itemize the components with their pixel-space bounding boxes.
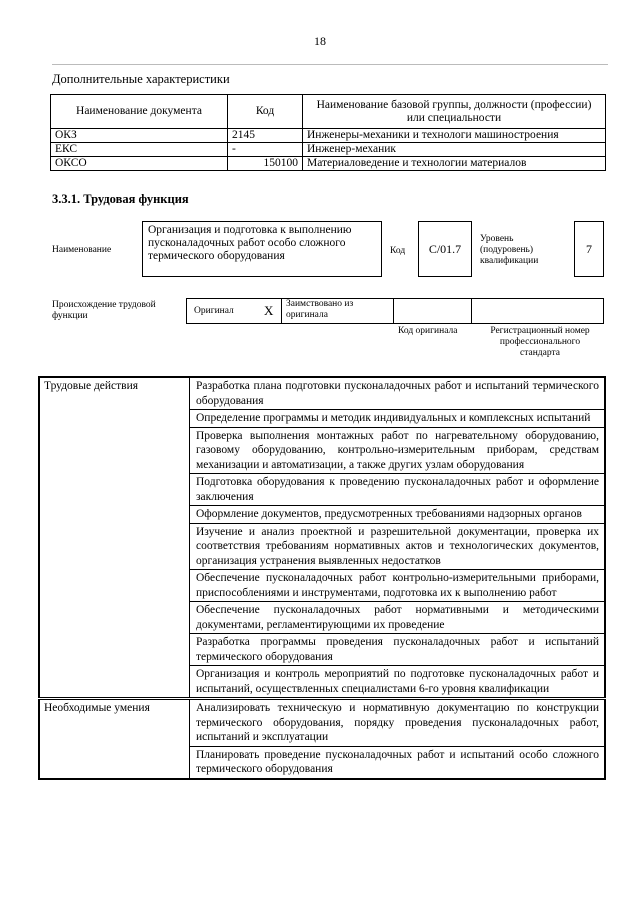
col-code: Код bbox=[228, 95, 303, 129]
action-item: Проверка выполнения монтажных работ по нагревательному оборудованию, газовому оборудованию, контрольно-измерительным приборам, средствам механизации и автоматизации, а также других узлам оборудования bbox=[190, 427, 606, 474]
action-item: Разработка программы проведения пусконаладочных работ и испытаний термического оборудования bbox=[190, 634, 606, 666]
actions-label: Трудовые действия bbox=[39, 377, 190, 699]
reg-number-caption: Регистрационный номер профессионального стандарта bbox=[490, 326, 590, 358]
action-item: Подготовка оборудования к проведению пусконаладочных работ и оформление заключения bbox=[190, 474, 606, 506]
function-name-box bbox=[142, 221, 382, 277]
additional-heading: Дополнительные характеристики bbox=[52, 72, 230, 86]
action-item: Оформление документов, предусмотренных требованиями надзорных органов bbox=[190, 506, 606, 524]
origin-label: Происхождение трудовой функции bbox=[52, 300, 156, 321]
origin-row bbox=[186, 298, 604, 324]
skills-label: Необходимые умения bbox=[39, 699, 190, 779]
cell-code: 2145 bbox=[228, 129, 303, 143]
cell-name: Материаловедение и технологии материалов bbox=[303, 157, 606, 171]
function-table bbox=[38, 376, 606, 780]
cell-code: - bbox=[228, 143, 303, 157]
cell-doc: ОКЗ bbox=[51, 129, 228, 143]
divider bbox=[281, 298, 282, 324]
skill-item: Планировать проведение пусконаладочных работ и испытаний особо сложного термического оборудования bbox=[190, 746, 606, 779]
action-item: Обеспечение пусконаладочных работ нормативными и методическими документами, регламентирующими их проведение bbox=[190, 602, 606, 634]
cell-name: Инженер-механик bbox=[303, 143, 606, 157]
divider bbox=[393, 298, 394, 324]
col-base-group: Наименование базовой группы, должности (профессии) или специальности bbox=[303, 95, 606, 129]
divider bbox=[471, 298, 472, 324]
original-mark: X bbox=[264, 303, 274, 318]
code-box bbox=[418, 221, 472, 277]
section-title: 3.3.1. Трудовая функция bbox=[52, 192, 189, 206]
cell-name: Инженеры-механики и технологи машиностроения bbox=[303, 129, 606, 143]
action-item: Изучение и анализ проектной и разрешительной документации, проверка их соответствия требованиям нормативных актов и технологических документов, организация устранения выявленных недостатков bbox=[190, 523, 606, 570]
function-name-value: Организация и подготовка к выполнению пусконаладочных работ особо сложного термического оборудования bbox=[148, 224, 352, 262]
code-label: Код bbox=[390, 246, 406, 256]
code-original-caption: Код оригинала bbox=[398, 326, 458, 336]
borrowed-label: Заимствовано из оригинала bbox=[286, 299, 354, 320]
cell-code: 150100 bbox=[228, 157, 303, 171]
table-row bbox=[51, 143, 606, 157]
additional-table bbox=[50, 94, 606, 171]
name-label: Наименование bbox=[52, 245, 112, 255]
col-doc-name: Наименование документа bbox=[51, 95, 228, 129]
table-row bbox=[51, 157, 606, 171]
action-item: Определение программы и методик индивидуальных и комплексных испытаний bbox=[190, 410, 606, 428]
action-item: Разработка плана подготовки пусконаладочных работ и испытаний термического оборудования bbox=[190, 377, 606, 410]
cell-doc: ОКСО bbox=[51, 157, 228, 171]
header-rule bbox=[52, 64, 608, 65]
skill-item: Анализировать техническую и нормативную документацию по конструкции термического оборудования, порядку проведения пусконаладочных работ, испытаний и эксплуатации bbox=[190, 699, 606, 747]
level-value: 7 bbox=[586, 241, 592, 256]
page-number: 18 bbox=[314, 34, 326, 48]
level-box bbox=[574, 221, 604, 277]
action-item: Организация и контроль мероприятий по подготовке пусконаладочных работ и испытаний, осуществленных специалистами 6-го уровня квалификации bbox=[190, 666, 606, 699]
level-label: Уровень (подуровень) квалификации bbox=[480, 234, 539, 266]
action-item: Обеспечение пусконаладочных работ контрольно-измерительными приборами, приспособлениями и инструментами, подготовка их к выполнению работ bbox=[190, 570, 606, 602]
cell-doc: ЕКС bbox=[51, 143, 228, 157]
original-label: Оригинал bbox=[194, 306, 234, 316]
table-row bbox=[51, 129, 606, 143]
code-value: С/01.7 bbox=[428, 241, 462, 256]
